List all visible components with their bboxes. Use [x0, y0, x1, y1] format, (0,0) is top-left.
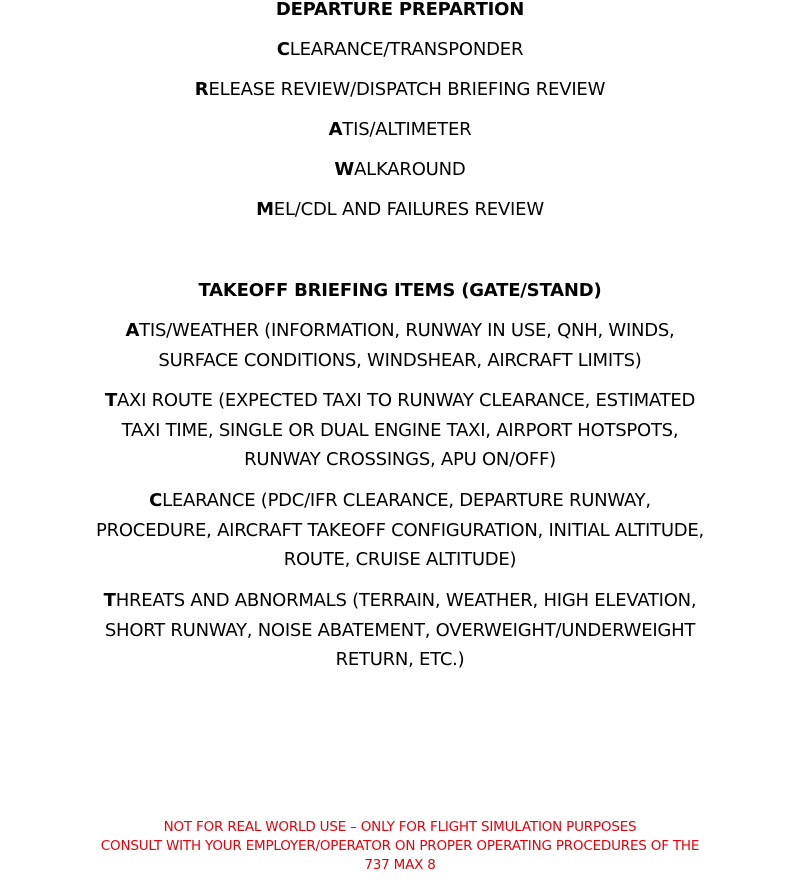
item-text: LEARANCE/TRANSPONDER	[289, 39, 524, 60]
item-text: LEARANCE (PDC/IFR CLEARANCE, DEPARTURE RUNWAY, PROCEDURE, AIRCRAFT TAKEOFF CONFIGURATION, INITIAL ALTITUDE, ROUTE, CRUISE ALTITUDE)	[96, 490, 704, 571]
section-heading-departure: DEPARTURE PREPARTION	[275, 0, 525, 20]
item-text: ELEASE REVIEW/DISPATCH BRIEFING REVIEW	[208, 79, 606, 100]
briefing-item-atis-weather	[90, 316, 710, 375]
item-text: TIS/ALTIMETER	[342, 119, 472, 140]
item-initial: C	[276, 39, 290, 60]
checklist-item-walkaround	[0, 159, 800, 181]
checklist-item-mel	[0, 199, 800, 221]
item-text: AXI ROUTE (EXPECTED TAXI TO RUNWAY CLEARANCE, ESTIMATED TAXI TIME, SINGLE OR DUAL ENGINE TAXI, AIRPORT HOTSPOTS, RUNWAY CROSSINGS, APU ON/OFF)	[116, 390, 696, 471]
disclaimer-line-1: NOT FOR REAL WORLD USE – ONLY FOR FLIGHT SIMULATION PURPOSES	[163, 819, 637, 835]
briefing-item-clearance	[90, 486, 710, 575]
checklist-item-clearance	[0, 39, 800, 61]
checklist-item-release	[0, 79, 800, 101]
item-text: HREATS AND ABNORMALS (TERRAIN, WEATHER, HIGH ELEVATION, SHORT RUNWAY, NOISE ABATEMENT, OVERWEIGHT/UNDERWEIGHT RETURN, ETC.)	[104, 590, 697, 671]
disclaimer-line-2: CONSULT WITH YOUR EMPLOYER/OPERATOR ON PROPER OPERATING PROCEDURES OF THE 737 MAX 8	[100, 838, 700, 873]
item-initial: W	[334, 159, 355, 180]
item-initial: C	[149, 490, 163, 511]
checklist-item-atis	[0, 119, 800, 141]
section-heading-takeoff-briefing: TAKEOFF BRIEFING ITEMS (GATE/STAND)	[198, 280, 602, 301]
item-text: TIS/WEATHER (INFORMATION, RUNWAY IN USE, QNH, WINDS, SURFACE CONDITIONS, WINDSHEAR, AIRCRAFT LIMITS)	[139, 320, 675, 371]
item-initial: T	[103, 590, 116, 611]
item-initial: R	[194, 79, 209, 100]
item-initial: T	[104, 390, 117, 411]
disclaimer	[90, 818, 710, 875]
briefing-item-taxi-route	[90, 386, 710, 475]
item-initial: M	[256, 199, 274, 220]
item-initial: A	[125, 320, 140, 341]
item-text: ALKAROUND	[354, 159, 466, 180]
briefing-item-threats	[90, 586, 710, 675]
item-initial: A	[328, 119, 343, 140]
item-text: EL/CDL AND FAILURES REVIEW	[273, 199, 544, 220]
